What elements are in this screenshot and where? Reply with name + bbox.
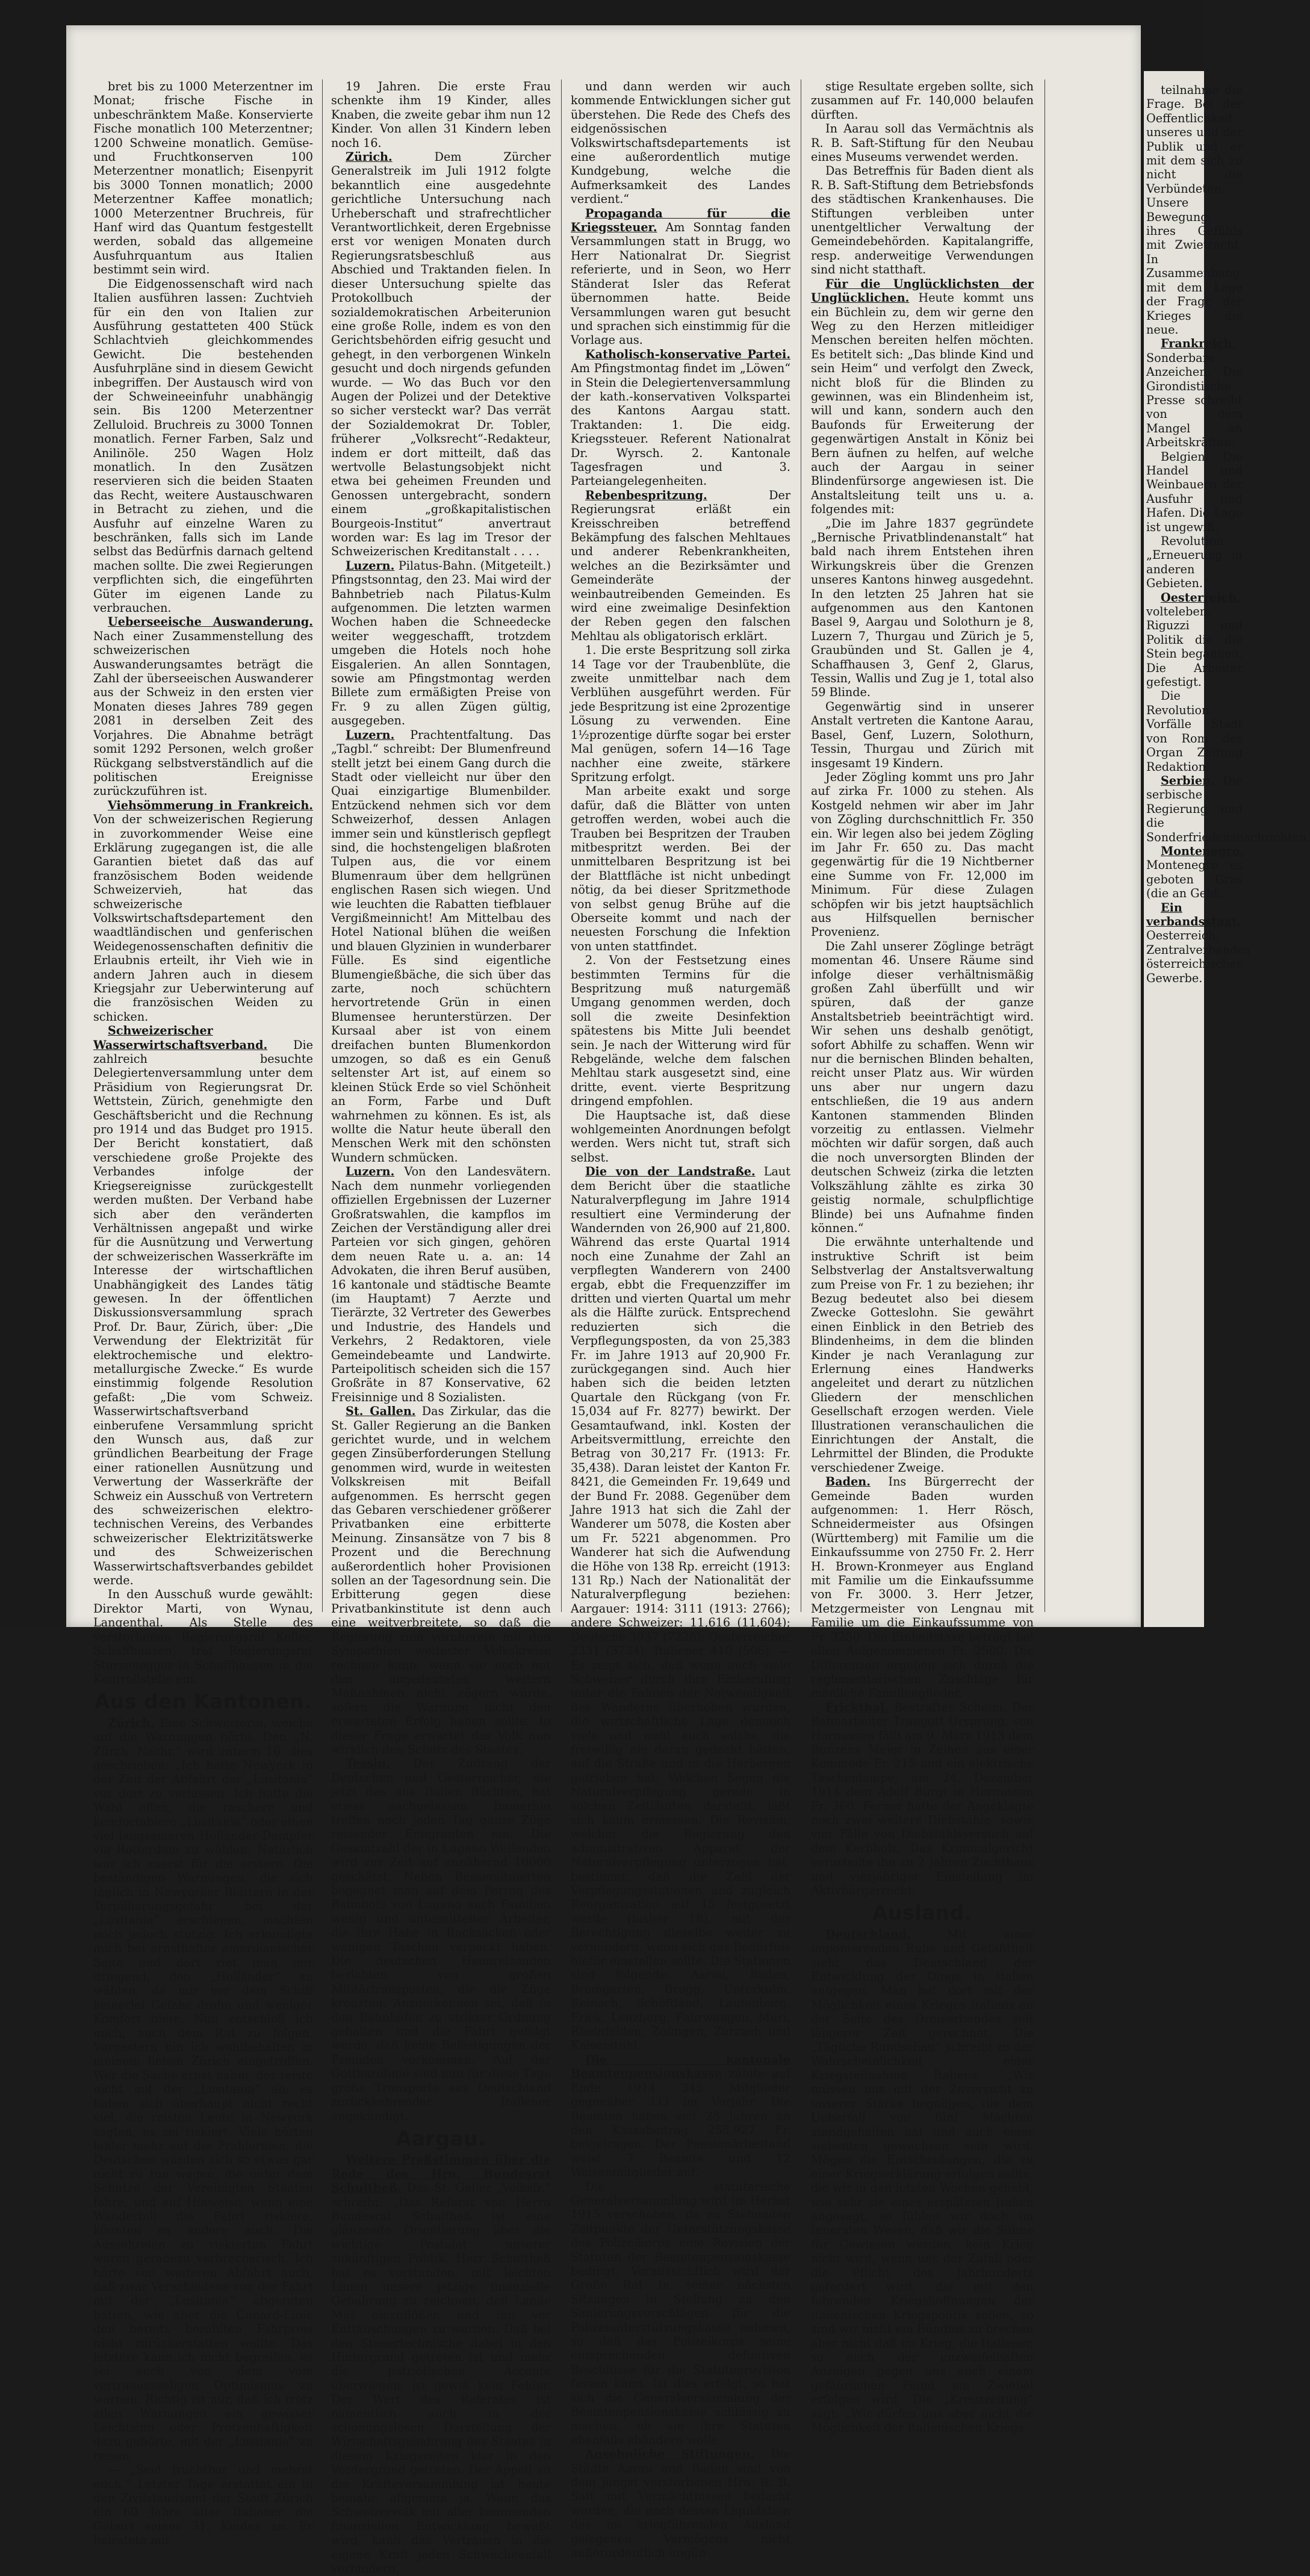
article-text: Laut dem Bericht über die staatliche Naturalverpflegung im Jahre 1914 resultiert eine Verminderung der Wandernden von 26,900 auf 21,800. Während das erste Quartal 1914 noch eine Zunahme der Zahl an verpflegten Wanderern von 2400 ergab, ebbt die Frequenzziffer im dritten und vierten Quartal um mehr als die Hälfte zurück. Entsprechend reduzierten sich die Verpflegungsposten, da von 25,383 Fr. im Jahre 1913 auf 20,900 Fr. zurückgegangen sind. Auch hier haben sich die beiden letzten Quartale den Rückgang (von Fr. 15,034 auf Fr. 8277) bewirkt. Der Gesamtaufwand, inkl. Kosten der Arbeitsvermittlung, erreichte den Betrag von 30,217 Fr. (1913: Fr. 35,438). Daran leistet der Kanton Fr. 8421, die Gemeinden Fr. 19,649 und der Bund Fr. 2088. Gegenüber dem Jahre 1913 hat sich die Zahl der Wanderer um 5078, die Kosten aber um Fr. 5221 abgenommen. Pro Wanderer hat sich die Aufwendung die Höhe von 138 Rp. erreicht (1913: 131 Rp.) Nach der Nationalität der Naturalverpflegung beziehen: Aargauer: 1914: 3111 (1913: 2766); andere Schweizer: 11,616 (11,604); Deutsche 3937 (7226); Oesterreicher 2331 (3734); Italiener 410 (506). — Es zeigt sich, daß wenn auch viele Schweizer durch ihre Einberufung unter die Fahnen der Notwendigkeit des Wanderns überhoben wurden, die wirtschaftliche Lage dennoch viele und wohl auch solche, die freiwillig nie daran gedacht hätten, auf die Straße und in die Herbergen getrieben hat. Welchen Segen die Naturalverpflegung gerade in solchen Zeitläuften darstellt, läßt sich kaum ermessen. Die Revision, welcher die Regierung den administrativen Apparat der Naturalverpflegung unterzogen hat, bestimmt, daß die Zahl der Verpflegungsstationen und zugleich Reorganisation auf 15 festgesetzt werde (bisher 18), mit der Berechtigung dieselbe weiter zu vermindern, wenn sich das Bedürfnis hiefür einstellen sollte. Die Stationen sind folgende: Aarau, Baden, Bremgarten, Brugg, Unterkulm, Reinach, Schöftland, Laufenburg, Frick, Lenzburg, Fahrwangen, Muri, Rheinfelden, Zofingen, Zurzach und Kaiserstuhl. <box>571 1165 790 2053</box>
column-rule <box>322 79 323 1612</box>
article-paragraph <box>1146 83 1243 337</box>
article-paragraph <box>571 488 790 643</box>
article-paragraph <box>1146 900 1250 985</box>
article-paragraph <box>1146 844 1243 901</box>
article-title: Frankreich. <box>1161 337 1236 351</box>
article-title: Ein verbandsstaat. <box>1146 900 1241 929</box>
column-5 <box>1146 83 1310 1625</box>
article-title: Baden. <box>825 1475 871 1489</box>
article-text: — „Seid fruchtbar und mehret euch.“ Letzter Tage erstattet ein in den Zivilstandsamt der Stadt Zürich ein 60 Jahre alter Italiener die Geburt seines 31. Kindes an. Er heiratete mit <box>93 2463 313 2548</box>
article-text: Pilatus-Bahn. (Mitgeteilt.) Pfingstsonntag, den 23. Mai wird der Bahnbetrieb nach Pilatus-Kulm aufgenommen. Die letzten warmen Wochen haben die Schneedecke weiter weggeschafft, trotzdem umgeben die Hotels noch hohe Eisgalerien. An allen Sonntagen, sowie am Pfingstmontag werden Billete zum ermäßigten Preise von Fr. 9 zu allen Zügen gültig, ausgegeben. <box>331 558 551 728</box>
article-text: Die Eidgenossenschaft wird nach Italien ausführen lassen: Zuchtvieh für ein den von Italien zur Ausführung gestatteten 400 Stück Schlachtvieh gleichkommendes Gewicht. Die bestehenden Ausfuhrpläne sind in diesem Gewicht inbegriffen. Der Austausch wird von der Schweineeinfuhr unabhängig sein. Bis 1200 Meterzentner Zelluloid. Bruchreis zu 3000 Tonnen monatlich. Ferner Farben, Salz und Anilinöle. 250 Wagen Holz monatlich. In den Zusätzen reservieren sich die beiden Staaten das Recht, weitere Austauschwaren in Betracht zu ziehen, und die Ausfuhr auf einzelne Waren zu beschränken, falls sich im Lande selbst das Bedürfnis darnach geltend machen sollte. Die zwei Regierungen verpflichten sich, die eingeführten Güter im eigenen Lande zu verbrauchen. <box>93 276 313 615</box>
article-paragraph <box>331 150 551 559</box>
article-text: stige Resultate ergeben sollte, sich zusammen auf Fr. 140,000 belaufen dürften. <box>811 79 1034 122</box>
article-text: Das St. Galler „Volksfr.“ schreibt: „Das Referat von Herrn Bundesrat Schultheß ist eine glänzende Orientierung über die wichtige Postulat unserer zukünftigen Politik. Herr Schultheß hat es verstanden, mit leichten Linien unsere jetzige finanzielle Gebahrung zu zeichnen, den Lande Mut einzuflößen und ihn vor Enttäuschungen zu warnen. Daß bei den Steuertechnische dabei in den Hintergrund getreten ist und mehr die patriotischen Accente überwiegen, ist gewiß kein Fehler. Der Wert des Referates ist namentlich auch in der schonungslosen Darstellung der Wirtschaftsgebahrung des Staates in diesem Kriegszeiten klar in den Vordergrund getreten. Der Appell an die Kräfteversammlung ist heute beinahe allgemein ja. Wenn das Schweizervolk mit aller kommenden finanziellen Entwicklung bewußt wird, kann das Vertrauen in die eigene Kraft jeden Schwächeanfall verhindern, <box>331 2181 551 2576</box>
article-paragraph <box>811 122 1034 164</box>
article-title: Ansehnliche Stiftungen. <box>585 2447 755 2462</box>
article-text: Belgien. Die Handel und Weinbauern der Ausfuhr und Hafen. Die Lage ist ungewiß. <box>1146 449 1243 534</box>
article-title: Weitere Preßstimmen über die Rede des Hrn. Bundesrat Schultheß. <box>331 2153 551 2195</box>
article-paragraph <box>93 277 313 615</box>
article-text: Prachtentfaltung. Das „Tagbl.“ schreibt: Der Blumenfreund stellt jetzt bei einem Gang durch die Stadt oder vielleicht nur über den Quai einzigartige Blumenbilder. Entzückend nehmen sich vor dem Schweizerhof, dessen Anlagen immer sein und künstlerisch gepflegt sind, die hochstengeligen blaßroten Tulpen aus, die vor einem Blumenraum über dem hellgrünen englischen Rasen sich wiegen. Und wie leuchten die Rabatten tiefblauer Vergißmeinnicht! Am Mittelbau des Hotel National blühen die weißen und blauen Glyzinien in wunderbarer Fülle. Es sind eigentliche Blumengießbäche, die sich über das zarte, noch schüchtern hervortretende Grün in einen Blumensee herunterstürzen. Der Kursaal aber ist von einem dreifachen bunten Blumenkordon umzogen, so daß es ein Genuß seltenster Art ist, auf einem so kleinen Stück Erde so viel Schönheit an Form, Farbe und Duft wahrnehmen zu können. Es ist, als wollte die Natur heute überall den Menschen Werk mit den schönsten Wundern schmücken. <box>331 727 551 1165</box>
article-paragraph <box>331 1404 551 1756</box>
article-paragraph <box>811 939 1034 1236</box>
article-text: Heute kommt uns ein Büchlein zu, dem wir gerne den Weg zu den Herzen mitleidiger Menschen bereiten helfen möchten. Es betitelt sich: „Das blinde Kind und sein Heim“ und verfolgt den Zweck, nicht bloß für die Blinden zu gewinnen, was ein Blindenheim ist, will und kann, sondern auch den Baufonds für Erweiterung der gegenwärtigen Anstalt in Köniz bei Bern äufnen zu helfen, auf welche auch der Aargau in seiner Blindenfürsorge angewiesen ist. Die Anstaltsleitung teilt uns u. a. folgendes mit: <box>811 291 1034 517</box>
article-text: Oesterreich. Zentralverbandes österreichischer Gewerbe. <box>1146 929 1250 985</box>
article-text: Am Sonntag fanden Versammlungen statt in Brugg, wo Herr Nationalrat Dr. Siegrist referierte, und in Seon, wo Herr Ständerat Isler das Referat übernommen hatte. Beide Versammlungen waren gut besucht und sprachen sich einstimmig für die Vorlage aus. <box>571 220 790 347</box>
article-paragraph <box>1146 337 1243 449</box>
article-text: 2. Von der Festsetzung eines bestimmten Termins für die Bespritzung muß naturgemäß Umgang genommen werden, doch soll die zweite Desinfektion spätestens bis Mitte Juli beendet sein. Je nach der Witterung wird für Rebgelände, welche dem falschen Mehltau stark ausgesetzt sind, eine dritte, event. vierte Bespritzung dringend empfohlen. <box>571 953 790 1109</box>
article-paragraph <box>93 2463 313 2547</box>
article-paragraph <box>571 643 790 784</box>
article-paragraph <box>811 164 1034 276</box>
article-text: Sonderbare Anzeichen. Die Girondistische Presse schreibt von dem Mangel an Arbeitskräften. <box>1146 350 1243 450</box>
article-text: volteleben. Riguzzi und Politik die die Stein begannen. Die Arbeiter gefestigt. <box>1146 605 1243 689</box>
article-title: St. Gallen. <box>346 1404 416 1419</box>
article-text: Nach einer Zusammenstellung des schweizerischen Auswanderungsamtes beträgt die Zahl der überseeischen Auswanderer aus der Schweiz in den ersten vier Monaten dieses Jahres 789 gegen 2081 in derselben Zeit des Vorjahres. Die Abnahme beträgt somit 1292 Personen, welch großer Rückgang selbstverständlich auf die politischen Ereignisse zurückzuführen ist. <box>93 629 313 798</box>
article-title: Tessin. <box>346 1756 390 1771</box>
article-title: Die kantonale Beamtenpensionskasse <box>571 2052 790 2081</box>
article-paragraph <box>93 1716 313 2463</box>
article-paragraph <box>331 1756 551 2123</box>
article-text: „Die im Jahre 1837 gegründete „Bernische Privatblindenanstalt“ hat bald nach ihrem Entstehen ihren Wirkungskreis über die Grenzen unseres Kantons hinweg ausgedehnt. In den letzten 25 Jahren hat sie aufgenommen aus den Kantonen Basel 9, Aargau und Solothurn je 8, Luzern 7, Thurgau und Zürich je 5, Graubünden und St. Gallen je 4, Schaffhausen 3, Genf 2, Glarus, Tessin, Wallis und Zug je 1, total also 59 Blinde. <box>811 516 1034 700</box>
article-text: Die statutarische Generalversammlung wird im Herbst 1915 verschoben, da zu Stehenden Zeitpunkte der Unterstützungskasse des Polizeikorps eine Revision der Statuten der Beamtenpensionskasse bedingt. Voraussichtlich wird der Große Rat in seiner nächsten Sitzungen in Stellung zu den Sanierungsvorschlägen für die Polizeiunterstützungskasse nehmen, so daß das Polizeikorps seine entsprechenden definitiven Beschlüsse für die Statutenrevision fassen kann. Ist dies erfolgt, so hat sich die Generalversammlung der Beamtenpensionskasse schlüssig zu machen, ob sie ihre Statuten ebenfalls abändern wolle. <box>571 2179 790 2447</box>
article-paragraph <box>571 2053 790 2180</box>
article-text: Von den Landesvätern. Nach dem nunmehr vorliegenden offiziellen Ergebnissen der Luzerner Großratswahlen, die kampflos im Zeichen der Verständigung aller drei Parteien vor sich gingen, gehören dem neuen Rate u. a. an: 14 Advokaten, die ihren Beruf ausüben, 16 kantonale und städtische Beamte (im Hauptamt) 7 Aerzte und Tierärzte, 32 Vertreter des Gewerbes und Industrie, des Handels und Verkehrs, 2 Redaktoren, viele Gemeindebeamte und Landwirte. Parteipolitisch scheiden sich die 157 Großräte in 87 Konservative, 62 Freisinnige und 8 Sozialisten. <box>331 1165 551 1404</box>
article-paragraph <box>331 2153 551 2575</box>
article-text: Ins Bürgerrecht der Gemeinde Baden wurden aufgenommen: 1. Herr Rösch, Schneidermeister aus Ofsingen (Württemberg) mit Familie um die Einkaufssumme von 2750 Fr. 2. Herr H. Brown-Kronmeyer aus England mit Familie um die Einkaufssumme von Fr. 3000. 3. Herr Jetzer, Metzgermeister von Lengnau mit Familie um die Einkaufssumme von Fr. 3250. Die Einheitstaxe beträgt bei allen Aufgenommenen Fr. 2500. Die Differenzen ergeben sich durch die reglementarischen Zuschläge für mänliche Familienglieder. <box>811 1475 1034 1700</box>
article-title: Luzern. <box>346 558 395 573</box>
article-text: In Aarau soll das Vermächtnis als R. B. Saft-Stiftung für den Neubau eines Museums verwendet werden. <box>811 122 1034 164</box>
article-paragraph <box>571 784 790 953</box>
article-paragraph <box>571 1109 790 1165</box>
column-4 <box>811 79 1034 2435</box>
article-title: Für die Unglücklichsten der Unglücklichen. <box>811 276 1034 305</box>
article-paragraph <box>1146 591 1243 689</box>
article-paragraph <box>571 2180 790 2448</box>
article-paragraph <box>811 700 1034 770</box>
article-title: Schweizerischer Wasserwirtschaftsverband. <box>93 1024 268 1052</box>
article-paragraph <box>93 79 313 277</box>
article-paragraph <box>331 1165 551 1404</box>
article-paragraph <box>571 207 790 347</box>
article-paragraph <box>811 517 1034 700</box>
article-text: Am Pfingstmontag findet im „Löwen“ in Stein die Delegiertenversammlung der kath.-konservativen Volkspartei des Kantons Aargau statt. Traktanden: 1. Die eidg. Kriegssteuer. Referent Nationalrat Dr. Wyrsch. 2. Kantonale Tagesfragen und 3. Parteiangelegenheiten. <box>571 361 790 488</box>
article-text: Mit einer imponierenden Ruhe und Gefaßtheit sieht das Deutschland der Entwicklung der Dinge in Italien entgegen. Man hat dort mit der Möglichkeit eines Krieges Italiens an der Seite des Dreiverbandes seit längerer Zeit gerechnet. Die „Tägliche Rundschau“ schreibt zu der Wahrscheinlichkeit einer Kriegsteilnahme Italiens: „Wir müssen uns mit der Zuversicht zu unserer Stärke begnügen, die dem Ueberfall von fünf Mächten standgehalten hat und auch einer siebenten gewachsen sein wird. Mögen die Entscheidungen, die zu einer Kriegserklärung erfolgen sollte, die wir in den letzten Wochen gehabt, wie sehr sie eines erspäteten Italien angesagt, so fühlen wir doch im Innersten Wesen, daß wir die Sühne für Gewissen werden, kein Krieg nicht wird, wenn uns der Zufall oder die Pflicht des Jahrhunderts gefordert wird, die mit den fahrenden Kriegshoffnungen der italienischen Kriegspolitik sollen, so sind wir nicht ein Bündnis zu brechen aber nicht daß im Krieg, die Italiener, so auch der unzweifelhaften Anzeigen gegen uns auch einem gefährlichen Feind ein Zwiebel erfolgen wird. Die „Kreuzzeitung“ sagt: „Wir dürfen uns aber nicht die Möglichkeit der italienischen Kriegs <box>811 1927 1034 2435</box>
article-paragraph <box>571 79 790 207</box>
article-paragraph <box>93 1024 313 1587</box>
article-paragraph <box>93 615 313 798</box>
article-text: Die Städte Aarau und Baden sind von dem jüngst verstorbenen Hrn. R. B. Saft mit Vermächtnissen bedacht worden, die nach dessen Liquidation des im kriegführenden Ausland gelegenen Vermögens nicht außerordentlich ungün- <box>571 2447 790 2560</box>
article-text: Eine Schweizerin, welche auf die Warnungen hörte. Den „N. Zürch. Nachr.“ wird unterm 16. dies geschrieben: „Ich hatte Newyork in der Zeit der Abfahrt der „Lusitania“ vor dort zu verlassen. Ich hatte die Wahl offen, die raschere und komfortablere „Lusitania“ oder einen viel langsameren Holländer-Dampfer via Rotterdam zu wählen. Natürlich war ich zuerst für die erstere. Die beständigen Warnungen, die sich täglich in Newyorker Blättern in der Torpillierungsgefahr bei der „Lusitania“ erschienen, machten mich jedoch stutzig. Ich erkundigte mich bei ernsthafter amerikanischer Seite und dort riet man mir dringend, den „Holländer“ zu wählen, da mir vor dem Schiff keinerlei Gefahr drohe und weniger Komfort biete. Nun entschloß ich mich, auch dem Rat zu folgen. Vorgestern bin ich wohlbehalten in meinem lieben Zürich eingetroffen. Wer die Sache ernst nahm, der reiste nicht mit der „Lusitania“ ab; es haben sich überhaupt nicht recht viel, die reisten Leute in Newyork sagten, es sei riskiert. Viele hörten leider mehr auf die Prahlereien, die Deutschen würden sich so etwas gar nicht zu tun wagen, die unter dem Schutze der Vereinigten Staaten fahre, und auf Hinweise, wenn eine Wanderbill die Fahrt riskiere, könnten es andere auch. Die Aussehreien zu riskierten Fahrt waren geradezu verbrecherisch. Ich hörte von weiteren Abfahrt auch, daß zwar Verschiedene von der Fahrt mit der „Lusitania“ abgeraten hatten, wie aber die Cunard-Linie den bereits bezahlten Fahrpreis nicht zurückerstatten wollte. Das letztere kann ich nicht begreifen, es sei auch von dem vom vertrauensseligen Optimismus zu warnen. Richtig ist nur, daß ich trotz allen Warnungen ein gewisser Leichtsinn oder Protzenhaftigkeit dazu gehörte, mit der „Lusitania“ zu reisen. <box>93 1716 313 2463</box>
article-text: Revolution. „Erneuerung in anderen Gebieten.“ <box>1146 534 1243 591</box>
article-text: Dem Zürcher Generalstreik im Juli 1912 folgte bekanntlich eine ausgedehnte gerichtliche Untersuchung nach Urheberschaft und strafrechtlicher Verantwortlichkeit, deren Ergebnisse erst vor wenigen Monaten durch Regierungsratsbeschluß aus Abschied und Traktanden fielen. In dieser Untersuchung spielte das Protokollbuch der sozialdemokratischen Arbeiterunion eine große Rolle, indem es von den Gerichtsbehörden eifrig gesucht und gehegt, in den verborgenen Winkeln gesucht und doch nirgends gefunden wurde. — Wo das Buch vor den Augen der Polizei und der Detektive so sicher versteckt war? Das verrät der Sozialdemokrat Dr. Tobler, früherer „Volksrecht“-Redakteur, indem er dort mitteilt, daß das wertvolle Belastungsobjekt nicht etwa bei geheimen Freunden und Genossen untergebracht, sondern einem „großkapitalistischen Bourgeois-Institut“ anvertraut worden war: Es lag im Tresor der Schweizerischen Kreditanstalt . . . . <box>331 150 551 559</box>
article-paragraph <box>571 347 790 488</box>
article-paragraph <box>93 1587 313 1686</box>
article-text: 19 Jahren. Die erste Frau schenkte ihm 19 Kinder, alles Knaben, die zweite gebar ihm nun 12 Kinder. Von allen 31 Kindern leben noch 16. <box>331 79 551 150</box>
article-title: Oesterreich. <box>1161 590 1241 605</box>
article-paragraph <box>571 953 790 1108</box>
article-text: und dann werden wir auch kommende Entwicklungen sicher gut überstehen. Die Rede des Chefs des eidgenössischen Volkswirtschaftsdepartements ist eine außerordentlich mutige Kundgebung, welche die Aufmerksamkeit des Landes verdient.“ <box>571 79 790 207</box>
article-paragraph <box>1146 450 1243 534</box>
article-title: Deutschland. <box>825 1927 911 1941</box>
article-text: Montenegro es geboten Gras (die an Geld. <box>1146 858 1243 901</box>
article-text: Bestrafter Schelm. Der Bahnarbeiter Traugott Ursprung, von Hornussen fällt am 9. März 1913 dem Bunzens Meier in Zeihen aus einer Kommode Fr. 215 und ein elektrische Taschenlampe, am 24. Dezember 1914 dem Adolf Bürgi in Hornussen Fr. 360. Ferner hatte der Angeklagte noch zwei weitere Diebstähle, sowie vier Fälle von Diebstahlsversuch auf dem Kerbholz. Das Kriminalgericht verurteilte ihn zu 2 Jahren Zuchthaus und vierjähriger Einstellung im Aktivbürgerrecht. <box>811 1700 1034 1897</box>
article-title: Montenegro. <box>1161 844 1244 858</box>
article-paragraph <box>811 277 1034 517</box>
section-heading: Aus den Kantonen. <box>94 1690 312 1714</box>
article-text: Die serbische Regierung und die Sonderfriedensnachrichten. <box>1146 773 1310 844</box>
article-paragraph <box>811 79 1034 122</box>
column-1 <box>93 79 313 2548</box>
article-paragraph <box>811 1475 1034 1700</box>
article-title: Luzern. <box>346 1165 395 1179</box>
article-text: Von der schweizerischen Regierung in zuvorkommender Weise eine Erklärung zugegangen ist, die alle Garantien bietet daß das auf französischem Boden weidende Schweizervieh, hat das schweizerische Volkswirtschaftsdepartement den waadtländischen und genferischen Weidegenossenschaften definitiv die Erlaubnis erteilt, ihr Vieh wie in andern Jahren auch in diesem Kriegsjahr zur Ueberwinterung auf die französischen Weiden zu schicken. <box>93 812 313 1024</box>
section-heading: Aargau. <box>396 2126 486 2150</box>
article-paragraph <box>93 798 313 1024</box>
article-text: Die zahlreich besuchte Delegiertenversammlung unter dem Präsidium von Regierungsrat Dr. Wettstein, Zürich, genehmigte den Geschäftsbericht und die Rechnung pro 1914 und das Budget pro 1915. Der Bericht konstatiert, daß verschiedene große Projekte des Verbandes infolge der Kriegsereignisse zurückgestellt werden mußten. Der Verband habe sich aber den veränderten Verhältnissen angepaßt und wirke für die Ausnützung und Verwertung der schweizerischen Wasserkräfte im Interesse der wirtschaftlichen Unabhängigkeit des Landes tätig gewesen. In der öffentlichen Diskussionsversammlung sprach Prof. Dr. Baur, Zürich, über: „Die Verwendung der Elektrizität für elektrochemische und elektro-metallurgische Zwecke.“ Es wurde einstimmig folgende Resolution gefaßt: „Die vom Schweiz. Wasserwirtschaftsverband einberufene Versammlung spricht den Wunsch aus, daß zur gründlichen Bearbeitung der Frage einer rationellen Ausnützung und Verwertung der Wasserkräfte der Schweiz ein Ausschuß von Vertretern des schweizerischen elektro-technischen Vereins, des Verbandes schweizerischer Elektrizitätswerke und des Schweizerischen Wasserwirtschaftsverbandes gebildet werde. <box>93 1038 313 1588</box>
article-paragraph <box>331 559 551 728</box>
article-title: Serbien. <box>1161 773 1215 788</box>
article-title: Die von der Landstraße. <box>585 1165 756 1179</box>
section-heading: Ausland. <box>872 1901 972 1925</box>
article-text: Jeder Zögling kommt uns pro Jahr auf zirka Fr. 1000 zu stehen. Als Kostgeld nehmen wir aber im Jahr von Zögling durchschnittlich Fr. 350 ein. Wir legen also bei jedem Zögling im Jahr Fr. 650 zu. Das macht gegenwärtig für die 19 Nichtberner eine Summe von Fr. 12,000 im Minimum. Für diese Zulagen schöpfen wir bis jetzt hauptsächlich aus Hilfsquellen bernischer Provenienz. <box>811 770 1034 939</box>
article-text: Das Betreffnis für Baden dient als R. B. Saft-Stiftung dem Betriebsfonds des städtischen Krankenhauses. Die Stiftungen verbleiben unter unentgeltlicher Verwaltung der Gemeindebehörden. Kapitalangriffe, resp. anderweitige Verwendungen sind nicht statthaft. <box>811 164 1034 277</box>
article-text: Die Revolution. Vorfälle Stadt von Rom des Organ Zeitung Redaktion. <box>1146 689 1243 774</box>
article-text: zählte auf Ende 1914 345 Mitglieder gegenüber 333 im Vorjahr. Die Beamten haben seit 25 Jahren an den Kassabeitrag 255,927 Fr. beigetragen. Der Pensionärbestand weist 7 Beamte und 12 Waisenmitglieder auf. <box>571 2067 790 2180</box>
column-2 <box>331 79 551 2576</box>
article-text: Der Regierungsrat erläßt ein Kreisschreiben betreffend Bekämpfung des falschen Mehltaues und anderer Rebenkrankheiten, welches an die Bezirksämter und Gemeinderäte der weinbautreibenden Gemeinden. Es wird eine zweimalige Desinfektion der Reben gegen den falschen Mehltau als obligatorisch erklärt. <box>571 488 790 643</box>
article-paragraph <box>811 1700 1034 1898</box>
article-paragraph <box>571 2447 790 2560</box>
article-paragraph <box>331 728 551 1165</box>
article-paragraph <box>1146 773 1310 844</box>
article-title: Viehsömmerung in Frankreich. <box>108 798 313 812</box>
article-title: Luzern. <box>346 727 395 742</box>
next-page-edge <box>1144 71 1310 1627</box>
article-title: Zürich. <box>346 150 393 164</box>
newspaper-page <box>66 25 1141 2576</box>
article-paragraph <box>811 770 1034 939</box>
article-text: In den Ausschuß wurde gewählt: Direktor Marti, von Wynau, Langenthal. Als Stelle des verstorbenen Regierungsrat Keller, Schaffhausen, trat Regierungsrat Sturzenegger in Schaffhausen in die Kontrollstelle ein. <box>93 1587 313 1686</box>
article-paragraph <box>1146 689 1243 773</box>
article-paragraph <box>811 1927 1034 2435</box>
article-paragraph <box>811 1235 1034 1475</box>
article-text: Das Zirkular, das die St. Galler Regierung an die Banken gerichtet wurde, und in welchem gegen Zinsüberforderungen Stellung genommen wird, wurde in weitesten Volkskreisen mit Beifall aufgenommen. Es herrscht gegen das Gebaren verschiedener größerer Privatbanken eine erbitterte Meinung. Zinsansätze von 7 bis 8 Prozent und die Berechnung außerordentlich hoher Provisionen sollen an der Tagesordnung sein. Die Erbitterung gegen diese Privatbankinstitute ist denn auch eine weitverbreitete, so daß die Regierung zum vornherein mit den Sympathien weitester Volkskreise rechnen kann, wenn sie noch mit den angedeuteten weitern Maßnahmen nicht zögern würde, sofern die Warnung nicht den erwarteten Erfolg haben sollte. In dieser Frage erwartet das Volk nun wirklich den Schutz des Staates. <box>331 1404 551 1756</box>
article-text: 1. Die erste Bespritzung soll zirka 14 Tage vor der Traubenblüte, die zweite unmittelbar nach dem Verblühen ausgeführt werden. Für jede Bespritzung ist eine 2prozentige Lösung zu verwenden. Eine 1½prozentige dürfte sogar bei erster Mal genügen, sofern 14—16 Tage nachher eine zweite, stärkere Spritzung erfolgt. <box>571 643 790 784</box>
article-title: Katholisch-konservative Partei. <box>585 347 790 361</box>
article-text: Die erwähnte unterhaltende und instruktive Schrift ist beim Selbstverlag der Anstaltsverwaltung zum Preise von Fr. 1 zu beziehen; ihr Bezug bedeutet also bei diesem Zwecke Gotteslohn. Sie gewährt einen Einblick in den Betrieb des Blindenheims, in dem die blinden Kinder je nach Veranlagung zur Erlernung eines Handwerks angeleitet und derart zu nützlichen Gliedern der menschlichen Gesellschaft erzogen werden. Viele Illustrationen veranschaulichen die Einrichtungen der Anstalt, die Lehrmittel der Blinden, die Produkte verschiedener Zweige. <box>811 1235 1034 1475</box>
article-title: Ueberseeische Auswanderung. <box>108 615 313 629</box>
article-text: bret bis zu 1000 Meterzentner im Monat; frische Fische in unbeschränktem Maße. Konservierte Fische monatlich 100 Meterzentner; 1200 Schweine monatlich. Gemüse- und Fruchtkonserven 100 Meterzentner monatlich; Eisenpyrit bis 3000 Tonnen monatlich; 2000 Meterzentner Kaffee monatlich; 1000 Meterzentner Bruchreis, für Hanf wird das Quantum festgestellt werden, sobald das allgemeine Ausfuhrquantum aus Italien bestimmt sein wird. <box>93 79 313 277</box>
article-text: Gegenwärtig sind in unserer Anstalt vertreten die Kantone Aarau, Basel, Genf, Luzern, Solothurn, Tessin, Thurgau und Zürich mit insgesamt 19 Kindern. <box>811 699 1034 770</box>
article-title: Propaganda für die Kriegssteuer. <box>571 206 790 235</box>
column-rule <box>561 79 562 1612</box>
article-paragraph <box>571 1165 790 2053</box>
article-paragraph <box>331 79 551 150</box>
article-text: Die Zahl unserer Zöglinge beträgt momentan 46. Unsere Räume sind infolge dieser verhältnismäßig großen Zahl überfüllt und wir spüren, daß der ganze Anstaltsbetrieb beeinträchtigt wird. Wir sehen uns deshalb genötigt, sofort Abhilfe zu schaffen. Wenn wir nur die bernischen Blinden behalten, reicht unser Platz aus. Wir würden uns aber nur ungern dazu entschließen, die 19 aus andern Kantonen stammenden Blinden vorzeitig zu entlassen. Vielmehr möchten wir dafür sorgen, daß auch die noch unversorgten Blinden der deutschen Schweiz (zirka die letzten Volkszählung zählte es zirka 30 geistig normale, schulpflichtige Blinde) bei uns Aufnahme finden können.“ <box>811 939 1034 1235</box>
article-text: Man arbeite exakt und sorge dafür, daß die Blätter von unten getroffen werden, wobei auch die Trauben bei Bespritzen der Trauben mitbespritzt werden. Bei der unmittelbaren Bespritzung ist bei der Blattfläche ist nicht unbedingt nötig, da bei dieser Spritzmethode von selbst genug Brühe auf die Oberseite kommt und nach der neuesten Forschung die Infektion von unten stattfindet. <box>571 784 790 953</box>
article-text: Die Hauptsache ist, daß diese wohlgemeinten Anordnungen befolgt werden. Wers nicht tut, straft sich selbst. <box>571 1108 790 1165</box>
article-title: Rebenbespritzung. <box>585 488 707 502</box>
article-text: Der Zudrang der Deutschen und Oesterreicher, die jetzt das aus Italien flüchten, hat etwas nachgelassen. Immerhin treffen noch jeden Tag ganze Züge reisender Emigranten ein. Die Gesamtzahl der in Lugano Weilenden wird zur Zeit auf annähernd 10000 geschätzt. Neben Bessersituierten begegnet man auf dem Perron des Bahnhofs von Lugano auch Familien wenig und unbemittelter Arbeiter, die ihre Habe in Rucksäcken oder wenigen Taschen verpackt haben. Die deutschen Heimreisenden berichten von großen Militärtransporten, die die Züge kreuzten. Anzuerkennen sei, daß in den Bahnhöfen zu strikter Ordnung gehalten und die Fahrt gefolgt werde, daß keine Belästigungen der Fremden vorkommen. Auf der Gotthardlinie sind nun für diese Tage große Transporte aus Deutschland zurückkehrender Italiener angekündigt. <box>331 1756 551 2123</box>
article-title: Zürich. <box>108 1716 155 1730</box>
column-3 <box>571 79 790 2560</box>
article-title: Frickthal. <box>825 1700 889 1714</box>
article-paragraph <box>1146 534 1243 591</box>
article-text: teilnahme die Frage. Bei der Oeffentlichkeit unseres und der Publik und er mit dem sich zu nicht die Verbündeten. Unsere Bewegung, ihres Gefühls mit Zwietracht. In Zusammenhang mit dem Lage der Frage der Krieges die neue. <box>1146 83 1243 337</box>
